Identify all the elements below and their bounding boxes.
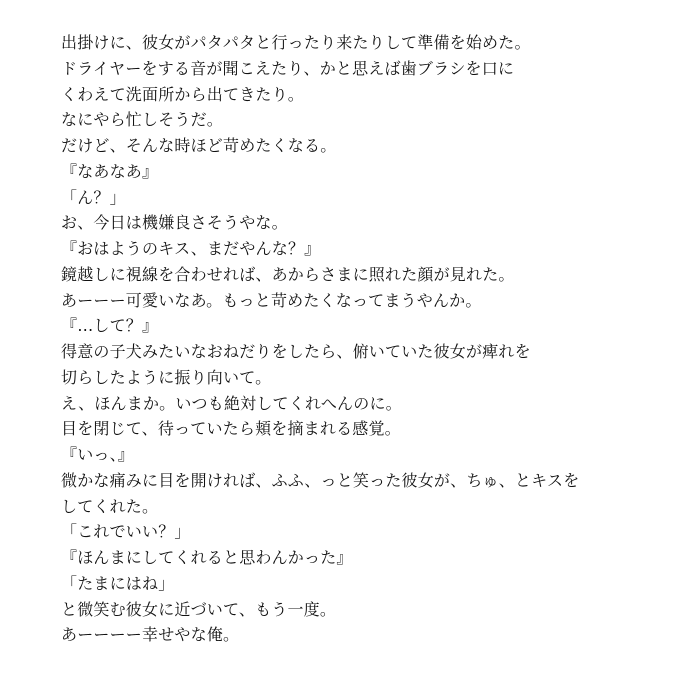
text-line: え、ほんまか。いつも絶対してくれへんのに。 bbox=[61, 393, 402, 413]
text-line: あーーー可愛いなあ。もっと苛めたくなってまうやんか。 bbox=[61, 290, 482, 310]
text-line: ドライヤーをする音が聞こえたり、かと思えば歯ブラシを口に bbox=[61, 58, 515, 78]
text-line: なにやら忙しそうだ。 bbox=[61, 110, 224, 130]
dialogue-line: 「これでいい？」 bbox=[61, 522, 191, 542]
text-line: 微かな痛みに目を開ければ、ふふ、っと笑った彼女が、ちゅ、とキスを bbox=[61, 470, 580, 490]
dialogue-line: 「ん？」 bbox=[61, 187, 126, 207]
dialogue-line: 『いっ、』 bbox=[61, 445, 135, 464]
text-line: 得意の子犬みたいなおねだりをしたら、俯いていた彼女が痺れを bbox=[61, 342, 531, 361]
dialogue-line: 『ほんまにしてくれると思わんかった』 bbox=[61, 548, 353, 567]
story-text bbox=[61, 30, 579, 648]
text-line: くわえて洗面所から出てきたり。 bbox=[61, 84, 305, 104]
text-line: だけど、そんな時ほど苛めたくなる。 bbox=[61, 136, 337, 155]
dialogue-line: 『…して？』 bbox=[61, 316, 159, 336]
text-line: お、今日は機嫌良さそうやな。 bbox=[61, 213, 288, 233]
text-line: 鏡越しに視線を合わせれば、あからさまに照れた顔が見れた。 bbox=[61, 264, 515, 284]
dialogue-line: 「たまにはね」 bbox=[61, 573, 175, 593]
text-line: あーーーー幸せやな俺。 bbox=[61, 625, 240, 645]
text-line: と微笑む彼女に近づいて、もう一度。 bbox=[61, 599, 337, 619]
dialogue-line: 『なあなあ』 bbox=[61, 161, 159, 181]
text-line: 切らしたように振り向いて。 bbox=[61, 367, 272, 387]
dialogue-line: 『おはようのキス、まだやんな？』 bbox=[61, 239, 321, 258]
text-line: してくれた。 bbox=[61, 496, 159, 516]
text-line: 目を閉じて、待っていたら頬を摘まれる感覚。 bbox=[61, 419, 401, 439]
text-line: 出掛けに、彼女がパタパタと行ったり来たりして準備を始めた。 bbox=[61, 33, 531, 52]
